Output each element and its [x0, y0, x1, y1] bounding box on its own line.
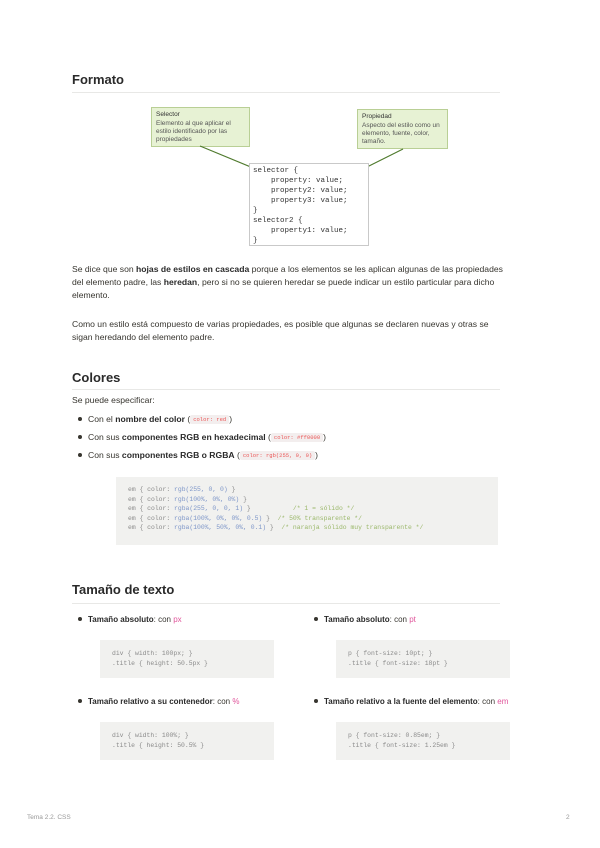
tamano-item-px: Tamaño absoluto: con px — [78, 615, 182, 624]
list-item: Con sus componentes RGB o RGBA ( color: rgb(255, 0, 0) ) — [78, 450, 318, 460]
heading-colores: Colores — [72, 370, 121, 385]
inline-code: color: red — [190, 415, 229, 424]
code-block-em: p { font-size: 0.85em; } .title { font-size: 1.25em } — [336, 722, 510, 760]
divider — [72, 389, 500, 390]
bullet-icon — [78, 417, 82, 421]
code-line: em { color: rgba(100%, 50%, 0%, 0.1) } /* naranja sólido muy transparente */ — [128, 524, 424, 531]
tamano-item-pt: Tamaño absoluto: con pt — [314, 615, 416, 624]
code-block-pt: p { font-size: 10pt; } .title { font-size: 18pt } — [336, 640, 510, 678]
list-item: Con el nombre del color ( color: red ) — [78, 414, 232, 424]
p1-b: hojas de estilos en cascada — [136, 264, 250, 274]
p1-c: porque a los elementos se les aplican algunas de las propiedades del elemento padre, las — [72, 264, 503, 287]
bullet-icon — [78, 617, 82, 621]
inline-code: color: #ff0000 — [271, 433, 323, 442]
inline-code: color: rgb(255, 0, 0) — [240, 451, 315, 460]
tamano-item-percent: Tamaño relativo a su contenedor: con % — [78, 697, 239, 706]
code-line: em { color: rgba(255, 0, 0, 1) } /* 1 = sólido */ — [128, 505, 355, 512]
code-line: em { color: rgba(100%, 0%, 0%, 0.5) } /* 50% transparente */ — [128, 514, 362, 522]
note-selector-body: Elemento al que aplicar el estilo identificado por las propiedades — [156, 120, 231, 143]
footer-title: Tema 2.2. CSS — [27, 814, 71, 821]
code-line: em { color: rgb(255, 0, 0) } — [128, 486, 236, 493]
code-block-px: div { width: 100px; } .title { height: 50.5px } — [100, 640, 274, 678]
bullet-icon — [314, 617, 318, 621]
bullet-icon — [78, 453, 82, 457]
note-selector-title: Selector — [156, 111, 180, 118]
divider — [72, 603, 500, 604]
tamano-item-em: Tamaño relativo a la fuente del elemento: con em — [314, 697, 508, 706]
code-block-percent: div { width: 100%; } .title { height: 50.5% } — [100, 722, 274, 760]
note-propiedad-body: Aspecto del estilo como un elemento, fuente, color, tamaño. — [362, 122, 440, 145]
page-number: 2 — [566, 814, 570, 821]
bullet-icon — [78, 435, 82, 439]
p1-d: heredan — [163, 277, 198, 287]
bullet-icon — [78, 699, 82, 703]
p1-a: Se dice que son — [72, 264, 137, 274]
note-propiedad-title: Propiedad — [362, 113, 392, 120]
paragraph-propiedades: Como un estilo está compuesto de varias propiedades, es posible que algunas se declaren nuevas y otras se sigan heredando del elemento padre. — [72, 319, 489, 342]
selector-code-box: selector { property: value; property2: value; property3: value; } selector2 { property1: value; } — [249, 163, 369, 246]
bullet-icon — [314, 699, 318, 703]
heading-tamano: Tamaño de texto — [72, 582, 175, 597]
colores-code-block — [116, 477, 498, 545]
code-line: em { color: rgb(100%, 0%, 0%) } — [128, 495, 247, 503]
heading-formato: Formato — [72, 72, 124, 87]
colores-intro: Se puede especificar: — [72, 395, 155, 405]
paragraph-cascada — [72, 263, 504, 302]
p1-e: , pero si no se quieren heredar se puede indicar un estilo particular para dicho elemento. — [72, 277, 495, 300]
list-item: Con sus componentes RGB en hexadecimal ( color: #ff0000 ) — [78, 432, 326, 442]
